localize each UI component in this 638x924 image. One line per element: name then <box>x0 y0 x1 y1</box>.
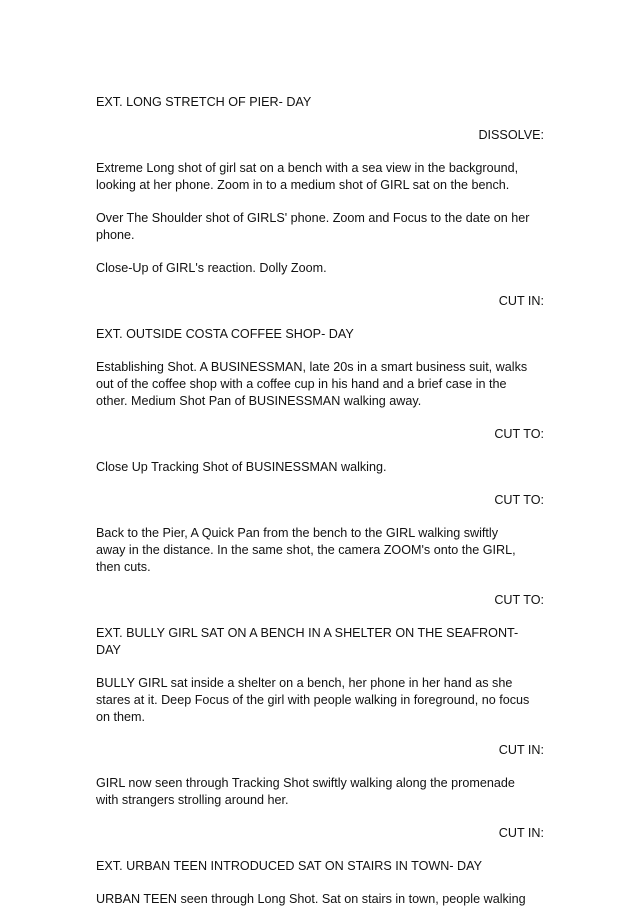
scene-heading: EXT. LONG STRETCH OF PIER- DAY <box>96 95 312 109</box>
action-text: BULLY GIRL sat inside a shelter on a bench, her phone in her hand as she stares at it. Deep Focus of the girl with people walking in foreground, no focus on them. <box>96 676 530 724</box>
transition: CUT IN: <box>498 826 544 840</box>
transition: CUT IN: <box>498 294 544 308</box>
transition: CUT TO: <box>494 427 544 441</box>
transition: CUT TO: <box>494 593 544 607</box>
action-text: URBAN TEEN seen through Long Shot. Sat on stairs in town, people walking <box>96 892 526 906</box>
action-text: Close Up Tracking Shot of BUSINESSMAN walking. <box>96 460 387 474</box>
scene-heading: EXT. URBAN TEEN INTRODUCED SAT ON STAIRS IN TOWN- DAY <box>96 859 483 873</box>
transition: CUT TO: <box>494 493 544 507</box>
action-text: Back to the Pier, A Quick Pan from the bench to the GIRL walking swiftly away in the distance. In the same shot, the camera ZOOM's onto the GIRL, then cuts. <box>96 526 516 574</box>
transition: DISSOLVE: <box>478 128 544 142</box>
transition: CUT IN: <box>498 743 544 757</box>
scene-heading: EXT. BULLY GIRL SAT ON A BENCH IN A SHELTER ON THE SEAFRONT- DAY <box>96 626 519 657</box>
script-content <box>96 94 544 924</box>
action-text: Establishing Shot. A BUSINESSMAN, late 20s in a smart business suit, walks out of the coffee shop with a coffee cup in his hand and a brief case in the other. Medium Shot Pan of BUSINESSMAN walking away. <box>96 360 528 408</box>
action-text: GIRL now seen through Tracking Shot swiftly walking along the promenade with strangers strolling around her. <box>96 776 515 807</box>
action-text: Over The Shoulder shot of GIRLS' phone. Zoom and Focus to the date on her phone. <box>96 211 530 242</box>
action-text: Close-Up of GIRL's reaction. Dolly Zoom. <box>96 261 327 275</box>
scene-heading: EXT. OUTSIDE COSTA COFFEE SHOP- DAY <box>96 327 354 341</box>
action-text: Extreme Long shot of girl sat on a bench with a sea view in the background, looking at her phone. Zoom in to a medium shot of GIRL sat on the bench. <box>96 161 519 192</box>
